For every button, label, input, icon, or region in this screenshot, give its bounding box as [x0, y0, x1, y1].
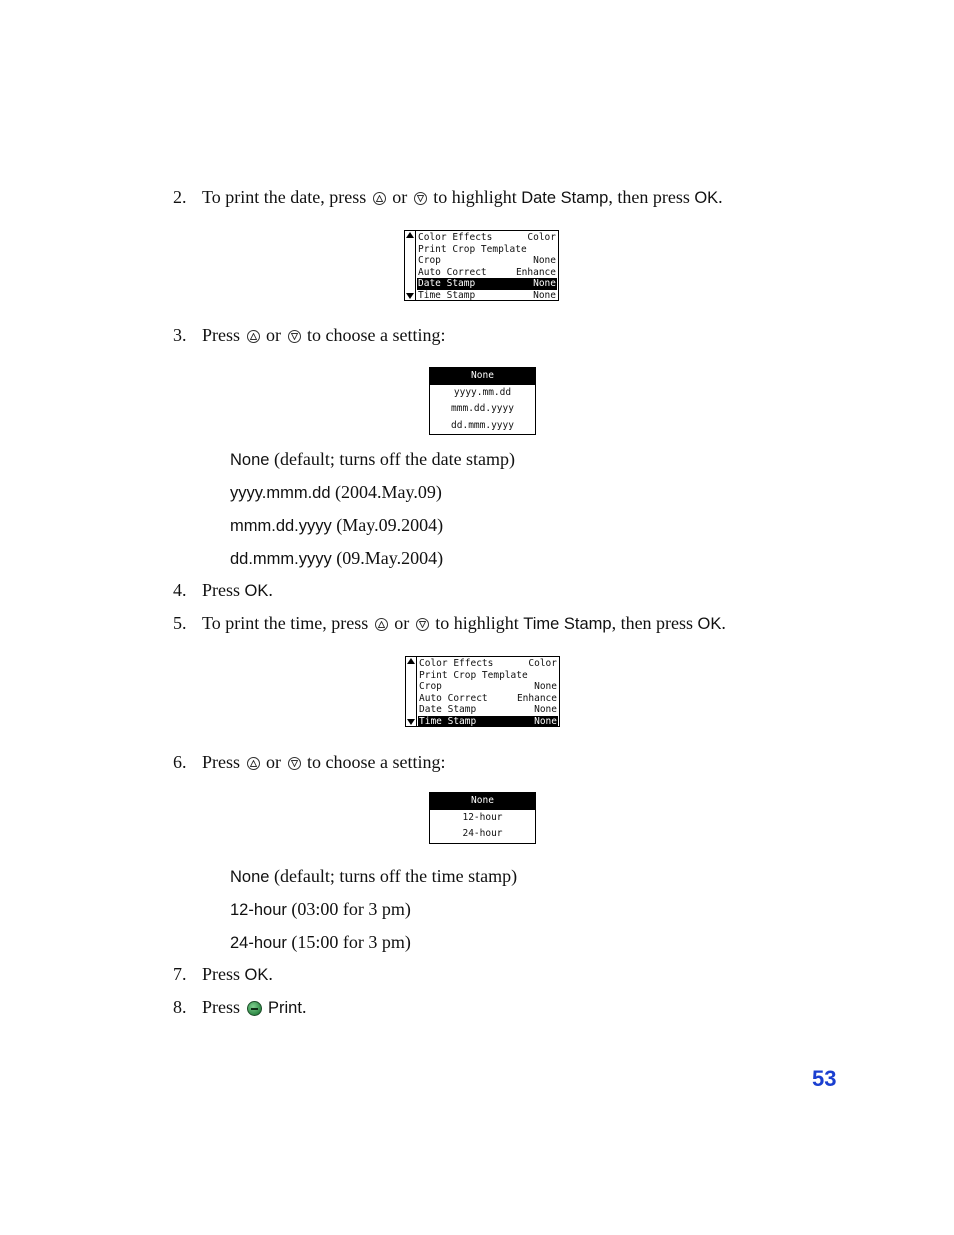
menu-row-label: Crop	[418, 255, 441, 266]
step-text-part: To print the date, press	[202, 187, 367, 207]
setting-description	[230, 514, 443, 537]
menu-row-label: Print Crop Template	[419, 669, 528, 681]
setting-detail: (15:00 for 3 pm)	[291, 932, 411, 952]
setting-detail: (default; turns off the date stamp)	[273, 449, 516, 469]
step-text-part: Press	[202, 580, 241, 600]
step-text-part: to choose a setting:	[307, 752, 446, 772]
step-text-part: .	[718, 187, 723, 207]
down-arrow-button-icon	[414, 192, 427, 205]
menu-row-label: Time Stamp	[419, 715, 477, 727]
step-number: 5.	[173, 613, 187, 633]
up-arrow-button-icon	[247, 757, 260, 770]
setting-detail: (03:00 for 3 pm)	[291, 899, 411, 919]
step-number: 3.	[173, 325, 187, 345]
ok-button-label: OK	[244, 582, 269, 600]
step-text	[202, 963, 273, 986]
menu-row	[417, 278, 557, 290]
setting-name: None	[230, 451, 270, 469]
step-number: 2.	[173, 187, 187, 207]
scroll-up-icon	[406, 232, 414, 238]
step-number: 8.	[173, 997, 187, 1017]
menu-row	[418, 658, 558, 670]
menu-row-value: Color	[527, 232, 556, 243]
step-number: 7.	[173, 964, 187, 984]
menu-row-value: Enhance	[515, 266, 556, 278]
scroll-up-icon	[407, 658, 415, 664]
step-text-part: or	[392, 187, 408, 207]
menu-row-value: None	[534, 704, 557, 715]
menu-row	[417, 255, 557, 267]
step-text-part: .	[301, 997, 307, 1017]
up-arrow-button-icon	[375, 618, 388, 631]
step-text	[202, 186, 723, 209]
menu-item-name: Time Stamp	[523, 615, 612, 633]
setting-name: None	[230, 868, 270, 886]
menu-row-label: Date Stamp	[419, 704, 477, 715]
option-item: None	[430, 793, 535, 810]
setting-detail: (2004.May.09)	[335, 482, 442, 502]
menu-row-value: None	[533, 255, 556, 266]
setting-detail: (09.May.2004)	[336, 548, 444, 568]
up-arrow-button-icon	[373, 192, 386, 205]
menu-row-value: Enhance	[516, 692, 557, 704]
down-arrow-button-icon	[288, 757, 301, 770]
step-text-part: .	[721, 613, 726, 633]
menu-row	[417, 244, 557, 256]
print-button-label: Print	[268, 999, 302, 1017]
step-text	[202, 579, 273, 602]
step-text	[202, 751, 446, 773]
ok-button-label: OK	[697, 615, 722, 633]
option-item: 24-hour	[462, 828, 503, 839]
step-number: 6.	[173, 752, 187, 772]
ok-button-label: OK	[244, 966, 269, 984]
menu-row-label: Crop	[419, 681, 442, 692]
down-arrow-button-icon	[416, 618, 429, 631]
step-text-part: or	[394, 613, 410, 633]
setting-description	[230, 931, 411, 954]
up-arrow-button-icon	[247, 330, 260, 343]
step-text-part: to choose a setting:	[307, 325, 446, 345]
scroll-down-icon	[407, 719, 415, 725]
scrollbar	[405, 231, 416, 300]
setting-name: mmm.dd.yyyy	[230, 517, 332, 535]
print-button-icon	[247, 1001, 262, 1016]
step-text-part: , then press	[611, 613, 694, 633]
step-text-part: Press	[202, 325, 241, 345]
menu-row	[418, 681, 558, 693]
setting-name: 12-hour	[230, 901, 287, 919]
menu-row-label: Auto Correct	[419, 692, 488, 704]
menu-row-label: Print Crop Template	[418, 243, 527, 255]
setting-name: yyyy.mmm.dd	[230, 484, 331, 502]
menu-row-value: None	[533, 289, 556, 301]
setting-description	[230, 898, 411, 921]
menu-row-label: Time Stamp	[418, 289, 476, 301]
setting-description	[230, 547, 443, 570]
menu-row-label: Color Effects	[418, 232, 493, 243]
time-stamp-options-box	[429, 792, 536, 844]
down-arrow-button-icon	[288, 330, 301, 343]
menu-row-value: None	[534, 715, 557, 727]
menu-row-label: Auto Correct	[418, 266, 487, 278]
setting-detail: (May.09.2004)	[336, 515, 444, 535]
setting-description	[230, 481, 442, 504]
option-item: mmm.dd.yyyy	[451, 403, 514, 414]
setting-detail: (default; turns off the time stamp)	[273, 866, 518, 886]
menu-row	[418, 693, 558, 705]
page-number: 53	[812, 1066, 837, 1091]
step-text-part: to highlight	[433, 187, 517, 207]
menu-row	[418, 670, 558, 682]
step-text-part: , then press	[608, 187, 690, 207]
step-text-part: .	[268, 964, 273, 984]
menu-row-value: None	[534, 681, 557, 692]
scroll-down-icon	[406, 293, 414, 299]
menu-row-value: None	[533, 278, 556, 289]
step-text-part: Press	[202, 752, 241, 772]
option-item: 12-hour	[462, 811, 503, 823]
setting-name: 24-hour	[230, 934, 287, 952]
menu-row	[417, 267, 557, 279]
step-text-part: .	[268, 580, 273, 600]
menu-row-label: Date Stamp	[418, 278, 476, 289]
menu-row	[418, 704, 558, 716]
step-text-part: or	[266, 325, 282, 345]
menu-row-value: Color	[528, 658, 557, 669]
option-item: yyyy.mm.dd	[453, 386, 512, 398]
step-text	[202, 324, 446, 346]
scrollbar	[406, 657, 417, 726]
step-text-part: To print the time, press	[202, 613, 369, 633]
menu-row	[418, 716, 558, 728]
setting-description	[230, 448, 515, 471]
setting-description	[230, 865, 517, 888]
step-text-part: Press	[202, 964, 241, 984]
menu-row	[417, 290, 557, 302]
step-text-part: Press	[202, 997, 241, 1017]
step-text	[202, 996, 306, 1019]
lcd-menu-time-stamp	[405, 656, 560, 727]
option-item: None	[430, 368, 535, 385]
lcd-menu-date-stamp	[404, 230, 559, 301]
menu-item-name: Date Stamp	[521, 189, 609, 207]
option-item: dd.mmm.yyyy	[451, 419, 514, 431]
step-text	[202, 612, 726, 635]
date-stamp-options-box	[429, 367, 536, 435]
menu-row	[417, 232, 557, 244]
step-text-part: to highlight	[435, 613, 519, 633]
step-number: 4.	[173, 580, 187, 600]
menu-row-label: Color Effects	[419, 658, 494, 669]
step-text-part: or	[266, 752, 282, 772]
ok-button-label: OK	[694, 189, 719, 207]
setting-name: dd.mmm.yyyy	[230, 550, 332, 568]
